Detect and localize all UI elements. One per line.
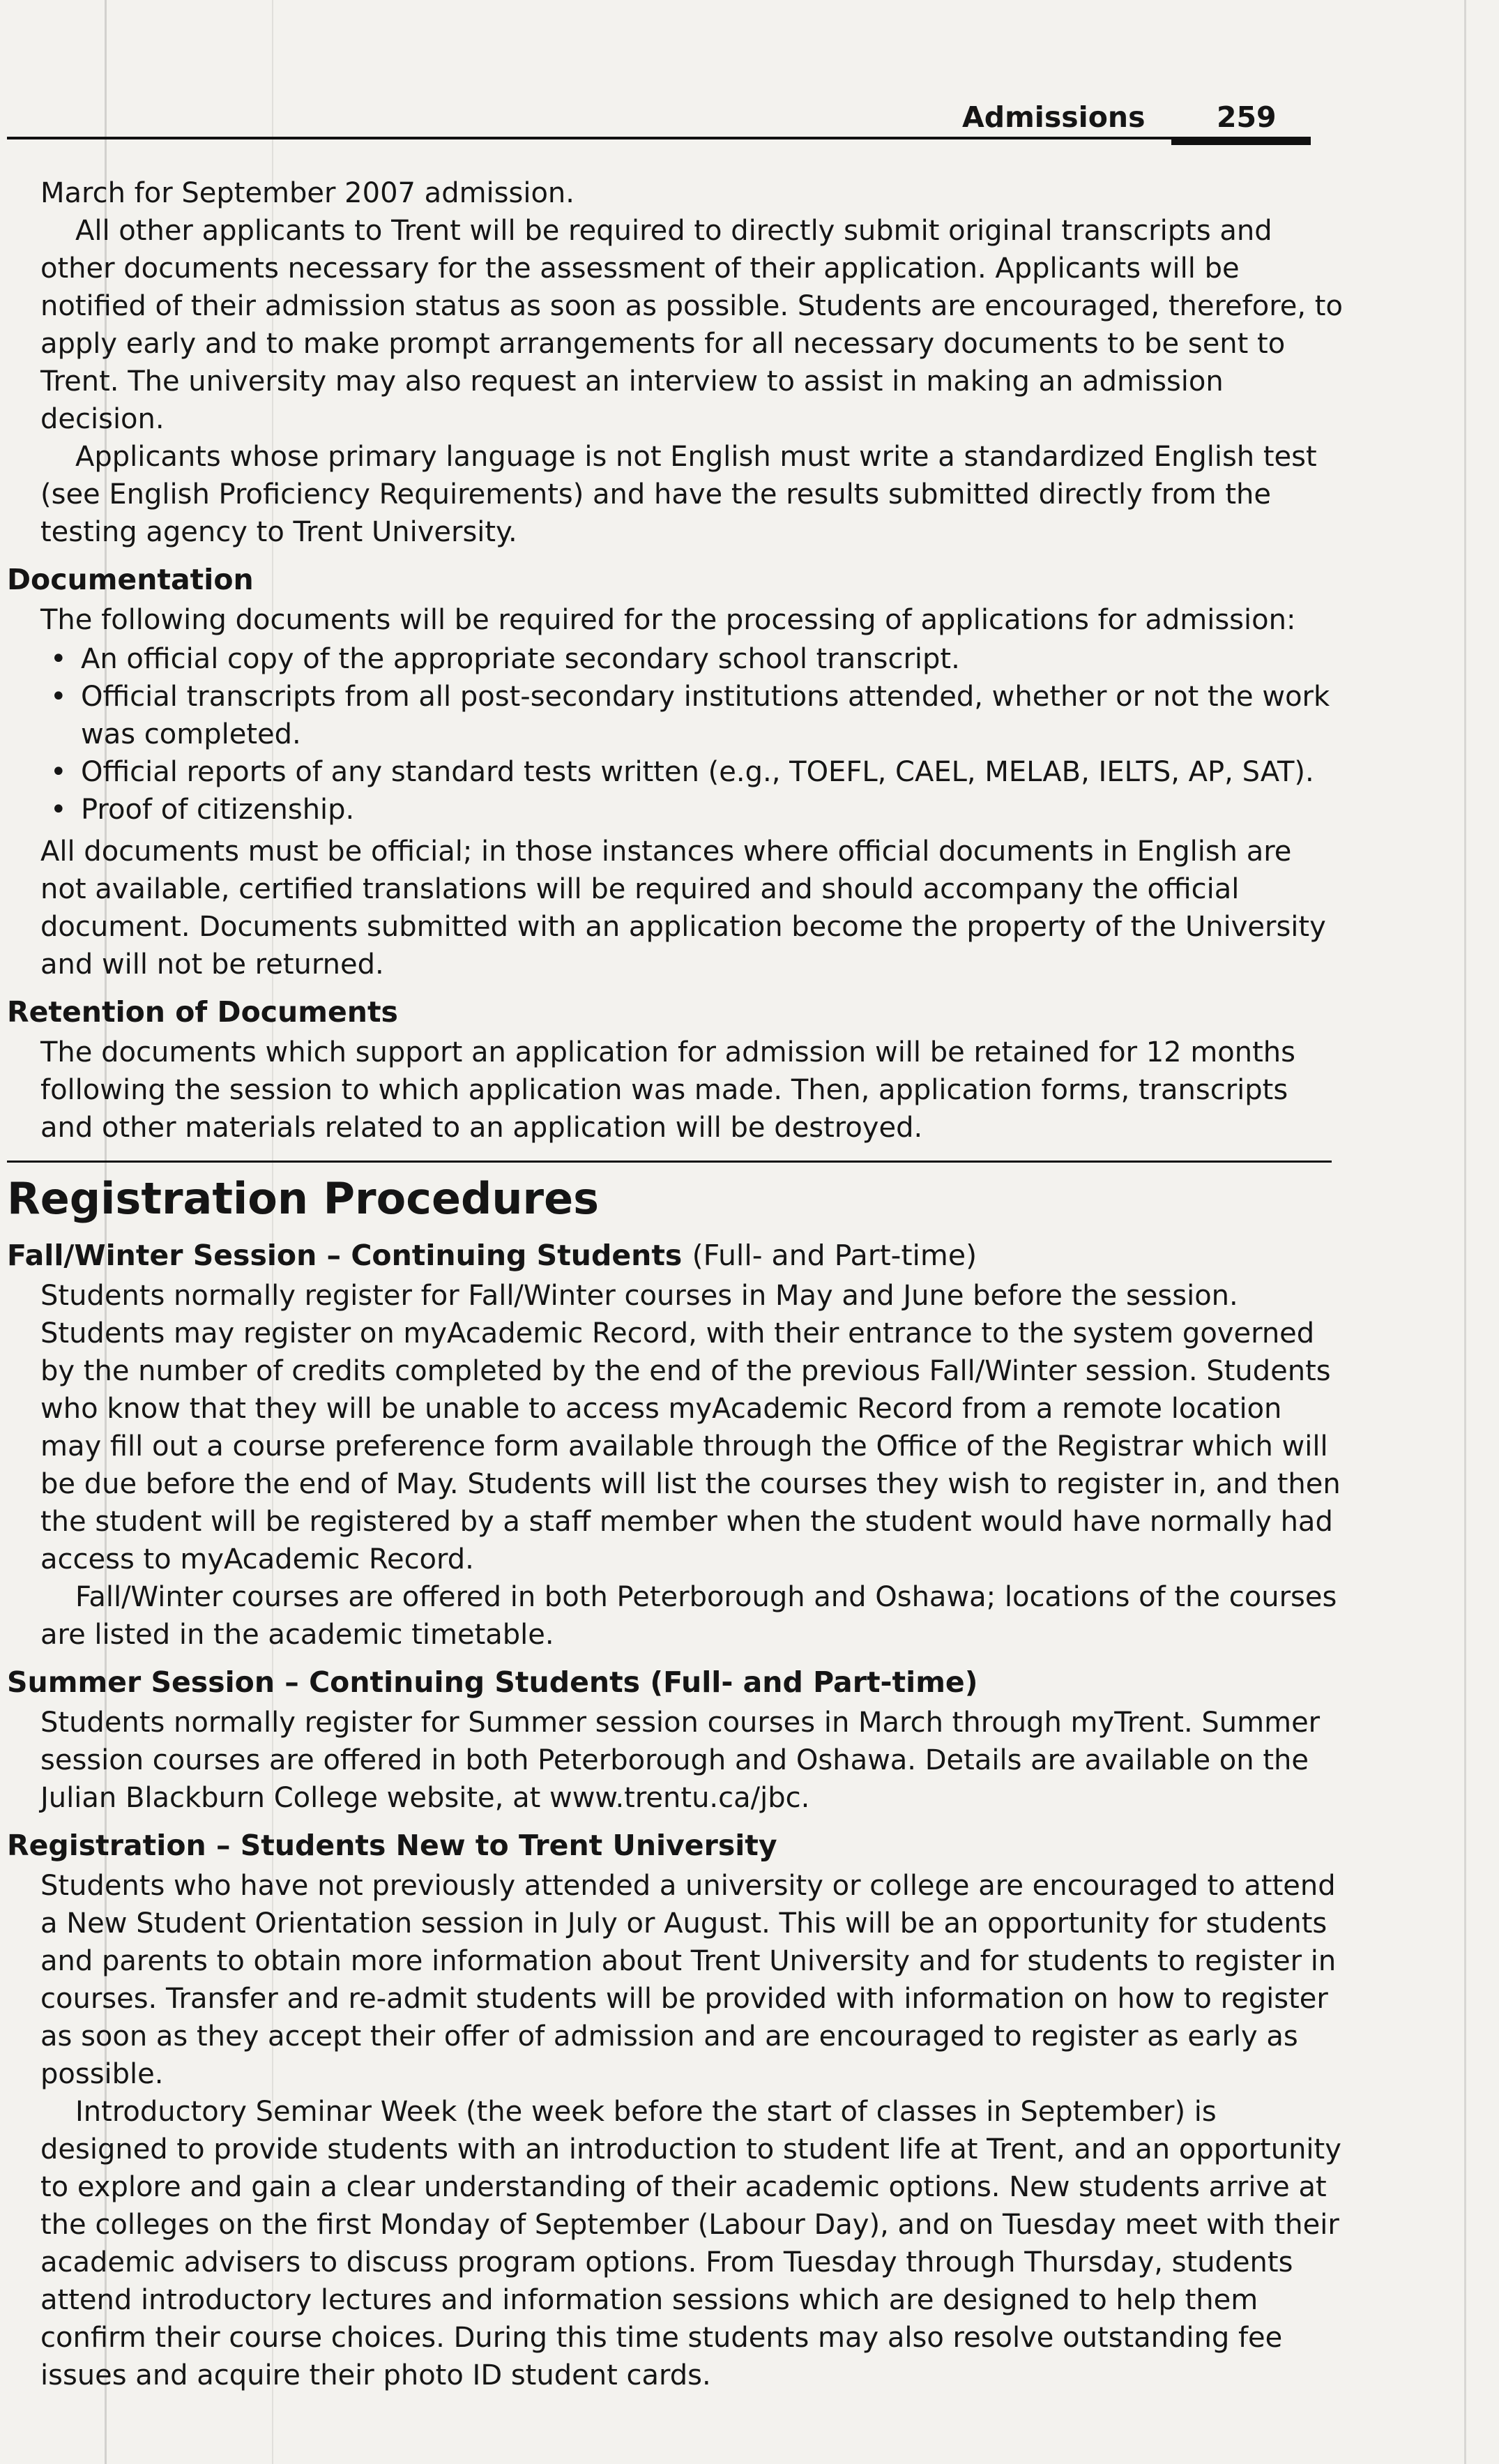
documentation-heading: Documentation	[7, 563, 254, 596]
documentation-closing: All documents must be official; in those instances where official documents in English are not available, certified translations will be required and should accompany the official document. Documents submitted with an application become the property of the University and will not be returned.	[40, 836, 1326, 981]
summer-paragraph-1: Students normally register for Summer session courses in March through myTrent. Summer session courses are offered in both Peterborough and Oshawa. Details are available on the Julian Blackburn College website, at www.trentu.ca/jbc.	[40, 1707, 1321, 1814]
newstudents-heading: Registration – Students New to Trent University	[7, 1829, 777, 1862]
header-rule	[7, 137, 1311, 139]
running-head-section: Admissions	[962, 100, 1146, 134]
documentation-lead: The following documents will be required for the processing of applications for admission:	[40, 604, 1296, 636]
list-item: • An official copy of the appropriate secondary school transcript.	[50, 640, 1346, 678]
fallwinter-heading-suffix: (Full- and Part-time)	[692, 1239, 977, 1272]
retention-text: The documents which support an application for admission will be retained for 12 months following the session to which application was made. Then, application forms, transcripts and other materials related to an application will be destroyed.	[40, 1036, 1295, 1144]
newstudents-paragraph-1: Students who have not previously attended a university or college are encouraged to attend a New Student Orientation session in July or August. This will be an opportunity for students and parents to obtain more information about Trent University and for students to register in courses. Transfer and re-admit students will be provided with information on how to register as soon as they accept their offer of admission and are encouraged to register as early as possible.	[40, 1870, 1337, 2090]
summer-heading: Summer Session – Continuing Students (Full- and Part-time)	[7, 1665, 978, 1699]
list-item: • Official transcripts from all post-secondary institutions attended, whether or not the work was completed.	[50, 678, 1346, 753]
list-item: • Official reports of any standard tests written (e.g., TOEFL, CAEL, MELAB, IELTS, AP, SAT).	[50, 753, 1346, 791]
fallwinter-block	[7, 1277, 1346, 1654]
page-number: 259	[1217, 100, 1277, 134]
intro-paragraph-2: All other applicants to Trent will be required to directly submit original transcripts and other documents necessary for the assessment of their application. Applicants will be notified of their admission status as soon as possible. Students are encouraged, therefore, to apply early and to make prompt arrangements for all necessary documents to be sent to Trent. The university may also request an interview to assist in making an admission decision.	[40, 215, 1343, 435]
section-divider	[7, 1161, 1332, 1163]
page-body	[7, 174, 1346, 2394]
intro-paragraph-3: Applicants whose primary language is not English must write a standardized English test (see English Proficiency Requirements) and have the results submitted directly from the testing agency to Trent University.	[40, 441, 1317, 548]
documentation-block	[7, 601, 1346, 639]
header-rule-accent	[1171, 137, 1311, 145]
retention-block	[7, 1034, 1346, 1147]
summer-block	[7, 1704, 1346, 1817]
fallwinter-paragraph-2: Fall/Winter courses are offered in both Peterborough and Oshawa; locations of the courses are listed in the academic timetable.	[40, 1581, 1337, 1651]
newstudents-paragraph-2: Introductory Seminar Week (the week before the start of classes in September) is designed to provide students with an introduction to student life at Trent, and an opportunity to explore and gain a clear understanding of their academic options. New students arrive at the colleges on the first Monday of September (Labour Day), and on Tuesday meet with their academic advisers to discuss program options. From Tuesday through Thursday, students attend introductory lectures and information sessions which are designed to help them confirm their course choices. During this time students may also resolve outstanding fee issues and acquire their photo ID student cards.	[40, 2096, 1341, 2391]
intro-paragraph-1: March for September 2007 admission.	[40, 177, 575, 209]
fallwinter-heading	[7, 1237, 1346, 1274]
fallwinter-heading-text: Fall/Winter Session – Continuing Students	[7, 1239, 683, 1272]
scan-edge-line	[1464, 0, 1466, 2464]
fallwinter-paragraph-1: Students normally register for Fall/Winter courses in May and June before the session. Students may register on myAcademic Record, with their entrance to the system governed by the number of credits completed by the end of the previous Fall/Winter session. Students who know that they will be unable to access myAcademic Record from a remote location may fill out a course preference form available through the Office of the Registrar which will be due before the end of May. Students will list the courses they wish to register in, and then the student will be registered by a staff member when the student would have normally had access to myAcademic Record.	[40, 1280, 1341, 1575]
registration-title: Registration Procedures	[7, 1173, 600, 1224]
documentation-list	[7, 640, 1346, 829]
list-item: • Proof of citizenship.	[50, 791, 1346, 829]
retention-heading: Retention of Documents	[7, 995, 398, 1029]
documentation-closing-block	[7, 833, 1346, 983]
newstudents-block	[7, 1867, 1346, 2394]
page-header	[0, 84, 1325, 146]
intro-block	[7, 174, 1346, 551]
